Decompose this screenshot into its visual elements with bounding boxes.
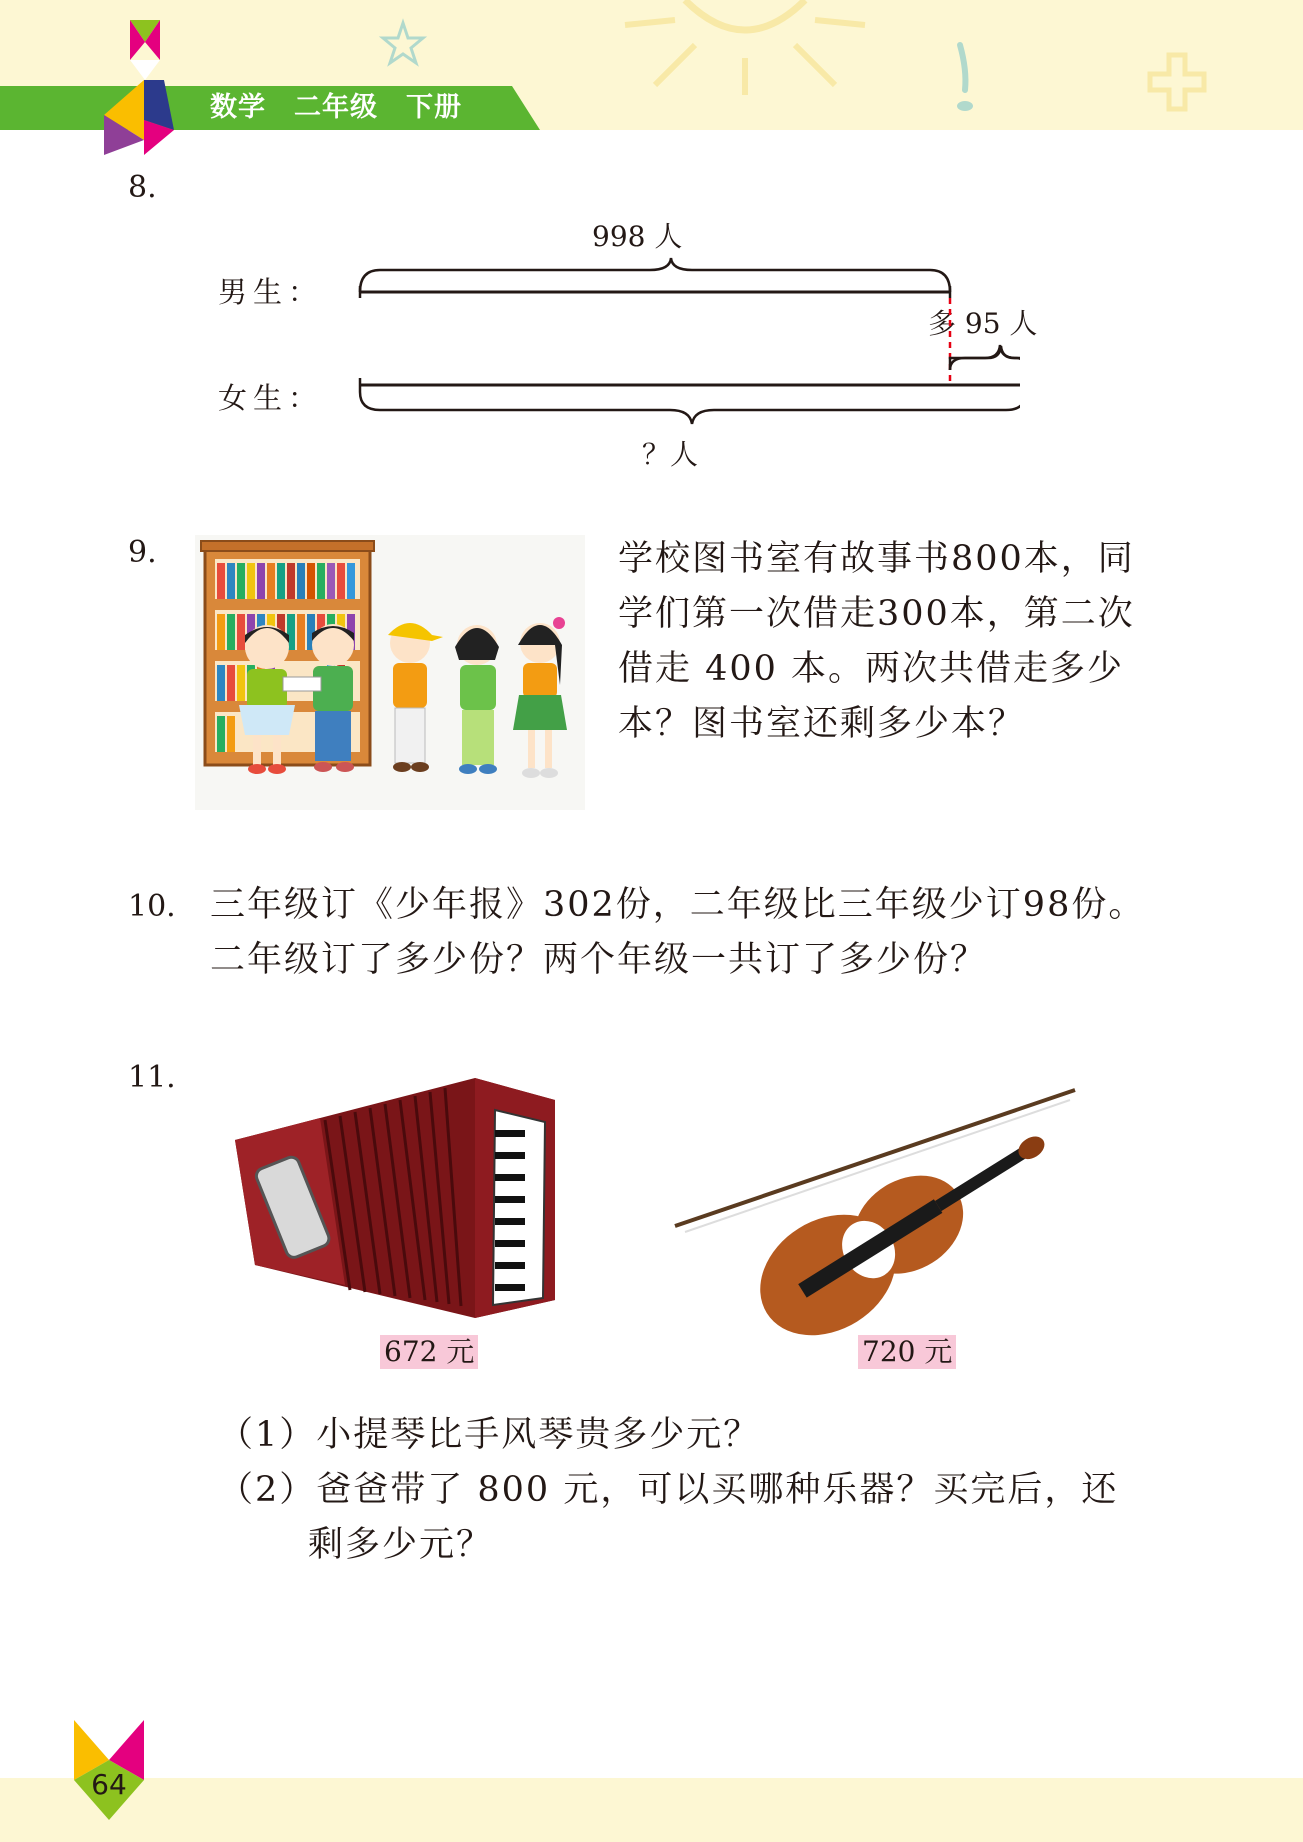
- question-9-line: 借走 400 本。两次共借走多少: [618, 649, 1125, 689]
- line-segment-diagram: [340, 250, 1020, 435]
- violin-price-tag: 720 元: [858, 1335, 956, 1369]
- subquestion-1: （1）小提琴比手风琴贵多少元？: [218, 1415, 761, 1455]
- question-9-line: 本？图书室还剩多少本？: [618, 704, 1026, 744]
- question-9-text: [618, 532, 1178, 752]
- girls-label: 女生：: [218, 381, 324, 415]
- boy-1: [312, 624, 354, 772]
- question-9-line: 学们第一次借走300本，第二次: [618, 594, 1135, 634]
- footer-band: [0, 1778, 1303, 1842]
- girls-total-label: ？人: [642, 438, 699, 471]
- tangram-logo-icon: [104, 20, 184, 155]
- question-10-line: 三年级订《少年报》302份，二年级比三年级少订98份。: [210, 885, 1146, 925]
- subquestion-2-line-2: 剩多少元？: [308, 1525, 494, 1565]
- question-number-10: 10.: [128, 889, 176, 924]
- boys-total-label: 998 人: [592, 220, 683, 253]
- library-illustration: [195, 535, 585, 810]
- boys-brace: [360, 258, 950, 292]
- question-number-8: 8.: [128, 170, 157, 205]
- star-decoration-icon: [378, 18, 428, 68]
- book-being-passed: [283, 677, 321, 691]
- violin-image: [665, 1070, 1080, 1340]
- exclamation-decoration-icon: [945, 40, 985, 115]
- subquestion-2-line-1: （2）爸爸带了 800 元，可以买哪种乐器？买完后，还: [218, 1470, 1119, 1510]
- difference-label: 多 95 人: [928, 307, 1038, 340]
- accordion-image: [225, 1060, 575, 1330]
- question-number-9: 9.: [128, 535, 157, 570]
- boys-label: 男生：: [218, 275, 324, 309]
- question-10-line: 二年级订了多少份？两个年级一共订了多少份？: [210, 940, 988, 980]
- book-title: 数学 二年级 下册: [210, 92, 462, 123]
- accordion-price-tag: 672 元: [380, 1335, 478, 1369]
- question-number-11: 11.: [128, 1060, 176, 1095]
- sun-decoration-icon: [615, 0, 875, 100]
- plus-decoration-icon: [1145, 50, 1210, 115]
- question-10-text: [210, 878, 1200, 988]
- question-9-line: 学校图书室有故事书800本，同: [618, 539, 1135, 579]
- question-11-subquestions: [218, 1408, 1208, 1573]
- page-number: 64: [91, 1768, 127, 1801]
- girls-brace: [360, 392, 1020, 424]
